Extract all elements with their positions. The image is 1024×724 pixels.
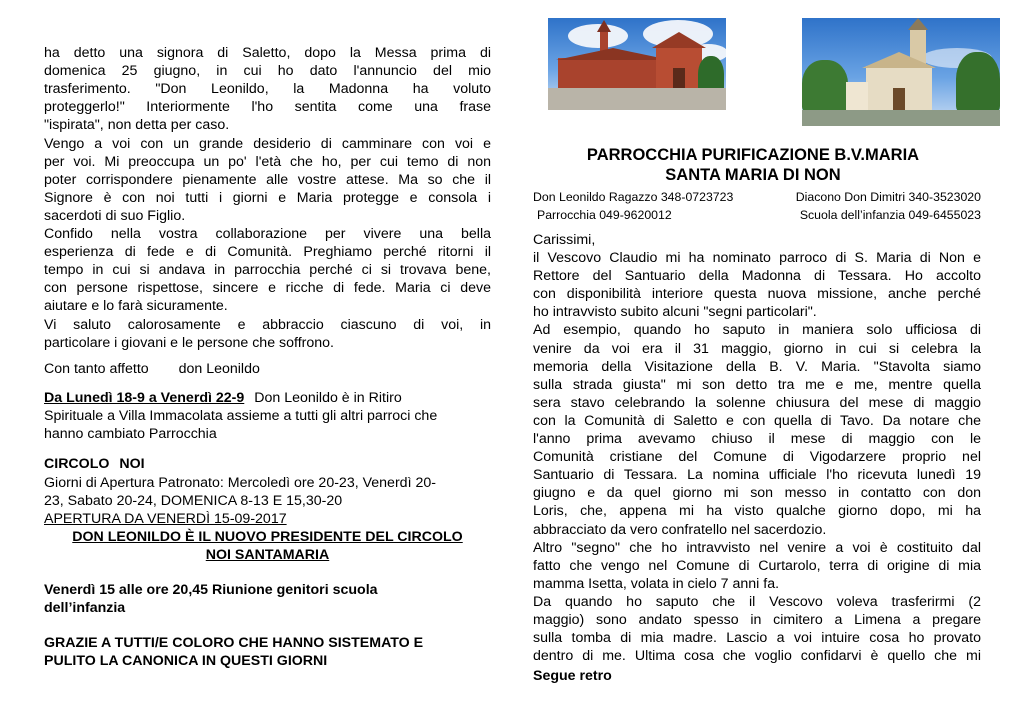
text-line: proteggerlo!" Interiormente l'ho sentita come una frase (44, 99, 491, 116)
church-photo-facade (802, 18, 1000, 126)
text-line: "ispirata", non detta per caso. (44, 117, 230, 134)
text-line: Vengo a voi con un grande desiderio di camminare con voi e (44, 135, 491, 152)
text-line: ha detto una signora di Saletto, dopo la Messa prima di (44, 45, 491, 61)
apertura-notice: APERTURA DA VENERDÌ 15-09-2017 (44, 511, 287, 527)
continued-on-back: Segue retro (533, 668, 612, 684)
circolo-title: CIRCOLO NOI (44, 456, 145, 472)
thanks-notice: PULITO LA CANONICA IN QUESTI GIORNI (44, 653, 328, 669)
text-line: l'anno prima avevamo chiuso il mese di maggio con le (533, 431, 981, 447)
circolo-hours: Giorni di Apertura Patronato: Mercoledì ore 20-23, Venerdì 20- (44, 475, 436, 491)
text-line: venire da voi era il 31 maggio, giorno in cui si celebra la (533, 340, 981, 357)
retreat-text: Don Leonildo è in Ritiro (254, 390, 402, 406)
text-line: ho intravvisto subito alcuni "segni particolari". (533, 304, 817, 321)
text-line: sacerdoti di suo Figlio. (44, 207, 186, 224)
retreat-line: hanno cambiato Parrocchia (44, 426, 217, 442)
signoff-greeting: Con tanto affetto (44, 361, 149, 377)
president-notice: NOI SANTAMARIA (205, 547, 330, 563)
contact-parish-priest: Don Leonildo Ragazzo 348-0723723 (533, 190, 734, 204)
text-line: memoria della Visitazione della B. V. Maria. "Stavolta siamo (533, 358, 981, 375)
text-line: abbracciato da vero confratello nel sacerdozio. (533, 521, 827, 538)
contact-parish-office: Parrocchia 049-9620012 (537, 208, 672, 222)
text-line: dentro di me. Ultima cosa che voglio confidarvi è quello che mi (533, 648, 981, 665)
text-line: con persone rispettose, sincere e ricche di fede. Maria ci deve (44, 280, 491, 297)
signoff (44, 360, 491, 378)
thanks-notice: GRAZIE A TUTTI/E COLORO CHE HANNO SISTEMATO E (44, 635, 424, 651)
text-line: con la Comunità di Saletto e con quella di Tavo. Da notare che (533, 412, 981, 429)
text-line: Signore è con noi tutti i giorni e Maria protegge e consola i (44, 189, 491, 206)
contact-school: Scuola dell’infanzia 049-6455023 (799, 208, 981, 222)
contact-deacon: Diacono Don Dimitri 340-3523020 (795, 190, 981, 204)
text-line: tempo in cui si andava in parrocchia perché ci si trovava bene, (44, 262, 491, 279)
text-line: aiutare e lo farà sicuramente. (44, 298, 228, 315)
parish-title: PARROCCHIA PURIFICAZIONE B.V.MARIA (586, 146, 920, 164)
text-line: Santuario di Tessara. La nomina ufficiale l'ho ricevuta lunedì 19 (533, 467, 981, 484)
text-line: Ad esempio, quando ho saputo in maniera solo ufficiosa di (533, 322, 981, 339)
meeting-notice: Venerdì 15 alle ore 20,45 Riunione genitori scuola (44, 582, 378, 598)
text-line: sulla strada giusta" mi son detto tra me e me, mentre quella (533, 376, 981, 393)
text-line: Loris, che, appena mi ha visto qualche giorno dopo, mi ha (533, 503, 981, 520)
text-line: Confido nella vostra collaborazione per vivere una bella (44, 226, 491, 242)
text-line: Altro "segno" che ho intravvisto nel venire a voi è costituito dal (533, 539, 981, 556)
text-line: il Vescovo Claudio mi ha nominato parroco di S. Maria di Non e (533, 250, 981, 266)
retreat-line: Spirituale a Villa Immacolata assieme a tutti gli altri parroci che (44, 408, 438, 424)
text-line: trasferimento. "Don Leonildo, la Madonna ha voluto (44, 81, 491, 98)
text-line: giugno e da quel giorno mi son messo in contatto con don (533, 485, 981, 502)
text-line: poter corrispondere pienamente alle vostre attese. Ma so che il (44, 171, 491, 188)
text-line: Rettore del Santuario della Madonna di Tessara. Ho accolto (533, 268, 981, 285)
retreat-notice (44, 389, 491, 407)
president-notice: DON LEONILDO È IL NUOVO PRESIDENTE DEL CIRCOLO (72, 529, 463, 545)
text-line: particolare i giovani e le persone che soffrono. (44, 334, 334, 351)
retreat-dates: Da Lunedì 18-9 a Venerdì 22-9 (44, 390, 245, 406)
circolo-hours: 23, Sabato 20-24, DOMENICA 8-13 E 15,30-20 (44, 493, 343, 509)
church-photo-brick (548, 18, 726, 110)
text-line: sera stavo celebrando la solenne chiusura del mese di maggio (533, 394, 981, 411)
meeting-notice: dell’infanzia (44, 600, 126, 616)
text-line: maggio) sono andato spesso in cimitero a Limena a pregare (533, 612, 981, 628)
text-line: con disponibilità interiore questa nuova missione, anche perché (533, 286, 981, 303)
text-line: mamma Isetta, volata in cielo 7 anni fa. (533, 575, 780, 592)
signoff-name: don Leonildo (178, 361, 260, 377)
text-line: Da quando ho saputo che il Vescovo voleva trasferirmi (2 (533, 593, 981, 610)
text-line: domenica 25 giugno, in cui ho dato l'annuncio del mio (44, 63, 491, 80)
text-line: per voi. Mi preoccupa un po' l'età che ho, per cui temo di non (44, 153, 491, 170)
contact-row (533, 188, 981, 206)
text-line: sulla tomba di mia madre. Lascio a voi intuire cosa ho provato (533, 630, 981, 647)
text-line: Comunità cristiane del Comune di Vigodarzere proprio nel (533, 449, 981, 466)
text-line: fatto che vengo nel Comune di Curtarolo, terra di origine di mia (533, 557, 981, 574)
text-line: esperienza di fede e di Comunità. Preghiamo perché ritorni il (44, 244, 491, 261)
letter-greeting: Carissimi, (533, 232, 596, 248)
text-line: Vi saluto calorosamente e abbraccio ciascuno di voi, in (44, 316, 491, 333)
parish-subtitle: SANTA MARIA DI NON (665, 166, 841, 184)
contact-row (533, 206, 981, 224)
